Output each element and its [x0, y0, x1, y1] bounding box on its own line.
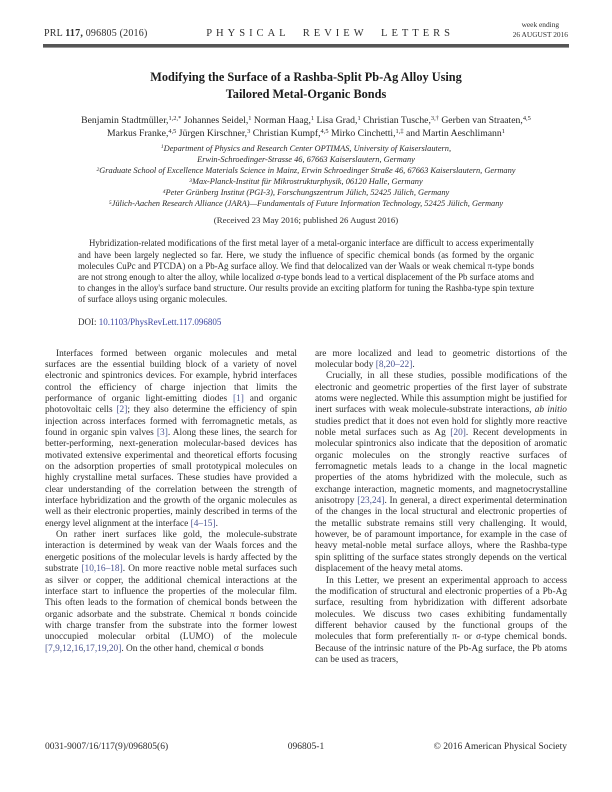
text-segment: Peter Grünberg Institut (PGI-3), Forschungszentrum Jülich, 52425 Jülich, Germany: [165, 188, 450, 198]
text-segment: Lisa Grad,: [314, 114, 358, 126]
citation-link[interactable]: [4–15]: [190, 518, 216, 529]
text-segment: 1,‡: [395, 127, 404, 135]
text-segment: On rather inert surfaces like gold, the molecule-substrate interaction is determined by weak van der Waals forces and the energetic positions of the molecular levels is hardy affected by the substrate: [45, 530, 297, 575]
text-segment: 4: [162, 188, 166, 195]
citation-link[interactable]: [20]: [450, 428, 466, 439]
text-segment: Christian Tusche,: [360, 114, 431, 126]
doi-line: [78, 317, 534, 327]
text-segment: 117,: [65, 28, 84, 40]
journal-reference: [44, 28, 148, 39]
text-segment: Mirko Cinchetti,: [328, 127, 396, 139]
text-segment: are more localized and lead to geometric distortions of the molecular body: [315, 348, 567, 370]
text-segment: 1: [357, 114, 361, 122]
journal-name: PHYSICAL REVIEW LETTERS: [206, 28, 454, 40]
text-segment: ; they also determine the efficiency of spin injection across interfaces formed with ferromagnetic metals, as found in organic spin valves: [45, 405, 297, 439]
text-segment: 3,†: [430, 114, 439, 122]
copyright: © 2016 American Physical Society: [433, 742, 567, 752]
affiliation-line: [0, 165, 612, 176]
paragraph: [45, 349, 297, 531]
text-segment: .: [215, 518, 218, 529]
text-segment: Erwin-Schroedinger-Strasse 46, 67663 Kaiserslautern, Germany: [197, 154, 415, 164]
text-segment: 1: [501, 127, 505, 135]
text-segment: 1: [248, 114, 252, 122]
text-segment: .: [412, 359, 415, 370]
text-segment: . In general, a direct experimental determination of the changes in the local structural and electronic properties of the metallic substrate remains still very challenging. It would, however, be of paramount importance, for example in the case of heavy metal-noble metal surface alloys, where the Rashba-type spin splitting of the surface states strongly depends on the vertical displacement of the heavy metal atoms.: [315, 496, 567, 575]
received-line: (Received 23 May 2016; published 26 August 2016): [213, 215, 399, 226]
header-rule: [43, 44, 569, 48]
paper-title: [0, 69, 612, 103]
author-list: [0, 114, 612, 140]
citation-link[interactable]: [1]: [233, 394, 244, 404]
column-left: [45, 349, 297, 667]
text-segment: 1: [310, 114, 315, 122]
paragraph: [45, 530, 297, 655]
text-segment: Gerben van Straaten,: [438, 114, 523, 126]
affiliations: [0, 143, 612, 210]
issue-date-line1: week ending: [521, 20, 560, 29]
text-segment: Markus Franke,: [107, 127, 169, 139]
affiliation-line: [0, 154, 612, 165]
text-segment: Christian Kumpf,: [250, 127, 321, 139]
citation-link[interactable]: [3]: [156, 428, 168, 439]
text-segment: . On more reactive noble metal surfaces such as silver or copper, the additional chemical interactions at the interface start to influence the properties of the molecular film. This often leads to the formation of chemical bonds between the organic adsorbate and the substrate. Chemical π bonds coincide with charge transfer from the substrate into the former lowest unoccupied molecular orbital (LUMO) of the molecule: [45, 564, 297, 643]
column-right: [315, 349, 567, 667]
author-line: [0, 114, 612, 127]
affiliation-line: [0, 198, 612, 209]
text-segment: . On the other hand, chemical σ bonds: [121, 643, 264, 654]
page-number: 096805-1: [287, 742, 325, 752]
text-segment: studies predict that it does not even hold for slightly more reactive noble metal surfaces such as Ag: [315, 416, 567, 439]
text-segment: 4,5: [320, 127, 329, 135]
text-segment: 2: [96, 166, 100, 173]
text-segment: Jürgen Kirschner,: [176, 127, 248, 139]
affiliation-line: [0, 187, 612, 198]
paper-title-line2: Tailored Metal-Organic Bonds: [225, 87, 387, 102]
text-segment: Graduate School of Excellence Materials Science in Mainz, Erwin Schroedinger Straße 46, 67663 Kaiserslautern, Germany: [99, 166, 516, 176]
text-segment: 4,5: [168, 127, 177, 135]
abstract: Hybridization-related modifications of the first metal layer of a metal-organic interface are difficult to access experimentally and have been largely neglected so far. Here, we study the influence of specific chemical bonds (as formed by the organic molecules CuPc and PTCDA) on a Pb-Ag surface alloy. We find that delocalized van der Waals or weak chemical π-type bonds are not strong enough to alter the alloy, while localized σ-type bonds lead to a vertical displacement of the Pb surface atoms and to changes in the alloy's surface band structure. Our results provide an exciting platform for tuning the Rashba-type spin texture of surface alloys using organic molecules.: [78, 238, 534, 305]
citation-link[interactable]: [8,20–22]: [375, 359, 413, 370]
text-segment: 1,2,*: [168, 114, 182, 122]
text-segment: ab initio: [534, 405, 567, 416]
affiliation-line: [0, 176, 612, 187]
paragraph: [315, 349, 567, 372]
journal-header: [44, 20, 568, 39]
text-segment: Norman Haag,: [251, 114, 311, 126]
text-segment: Interfaces formed between organic molecules and metal surfaces are the essential building block of a variety of novel electronic and spintronics devices. For example, hybrid interfaces control the efficiency of charge injection that limits the performance of organic light-emitting diodes: [45, 348, 297, 404]
text-segment: Department of Physics and Research Center OPTIMAS, University of Kaiserslautern,: [163, 143, 452, 153]
text-segment: 096805 (2016): [83, 28, 148, 40]
article-body: [45, 349, 567, 667]
text-segment: and Martin Aeschlimann: [403, 127, 502, 139]
page-footer: [45, 742, 567, 752]
text-segment: 4,5: [522, 114, 531, 122]
text-segment: 5: [108, 199, 112, 206]
doi-label: DOI:: [78, 316, 99, 327]
text-segment: . Recent developments in molecular spintronics also indicate that the deposition of aromatic organic molecules on the strongly reactive surfaces of ferromagnetic metals leads to a change in the local magnetic properties of the atoms hybridized with the molecule, such as exchange interaction, magnetic moments, and magnetocrystalline anisotropy: [315, 428, 567, 507]
paragraph: [315, 576, 567, 667]
citation-link[interactable]: [7,9,12,16,17,19,20]: [45, 643, 122, 654]
author-line: [0, 127, 612, 140]
citation-link[interactable]: [23,24]: [357, 496, 385, 507]
paragraph: [315, 371, 567, 575]
text-segment: and organic photovoltaic cells: [45, 394, 297, 416]
text-segment: Crucially, in all these studies, possible modifications of the electronic and geometric properties of the first layer of substrate atoms were neglected. While this assumption might be justified for inert surfaces with weak molecule-substrate interactions,: [315, 371, 567, 416]
text-segment: Johannes Seidel,: [181, 114, 249, 126]
issue-date: [513, 20, 568, 39]
text-segment: Max-Planck-Institut für Mikrostrukturphysik, 06120 Halle, Germany: [192, 177, 423, 187]
text-segment: In this Letter, we present an experimental approach to access the modification of structural and electronic properties of a Pb-Ag surface, resulting from hybridization with different adsorbate molecules. We discuss two cases exhibiting fundamentally different behavior caused by the functional groups of the molecules that form preferentially π- or σ-type chemical bonds. Because of the intrinsic nature of the Pb-Ag surface, the Pb atoms can be used as tracers,: [315, 575, 567, 665]
text-segment: 1: [160, 144, 164, 151]
issue-date-line2: 26 AUGUST 2016: [512, 29, 568, 39]
text-segment: Jülich-Aachen Research Alliance (JARA)—Fundamentals of Future Information Technology, 52425 Jülich, Germany: [111, 199, 504, 209]
text-segment: 3: [247, 127, 251, 135]
text-segment: 3: [189, 177, 193, 184]
citation-link[interactable]: [2]: [116, 405, 128, 416]
text-segment: Benjamin Stadtmüller,: [81, 114, 169, 126]
paper-title-line1: Modifying the Surface of a Rashba-Split Pb-Ag Alloy Using: [150, 70, 462, 85]
issn-code: 0031-9007/16/117(9)/096805(6): [45, 742, 169, 752]
text-segment: PRL: [44, 28, 66, 40]
affiliation-line: [0, 143, 612, 154]
citation-link[interactable]: [10,16–18]: [81, 564, 123, 575]
doi-link[interactable]: 10.1103/PhysRevLett.117.096805: [98, 316, 222, 327]
text-segment: . Along these lines, the search for better-performing, next-generation molecular-based devices has motivated extensive experimental and theoretical efforts focusing on the adsorption properties of small prototypical molecules on highly crystalline metal surfaces. These studies have provided a clear understanding of the correlation between the strength of interface hybridization and the growth of the organic molecules as well as their electronic properties, mainly described in terms of the energy level alignment at the interface: [45, 428, 297, 529]
